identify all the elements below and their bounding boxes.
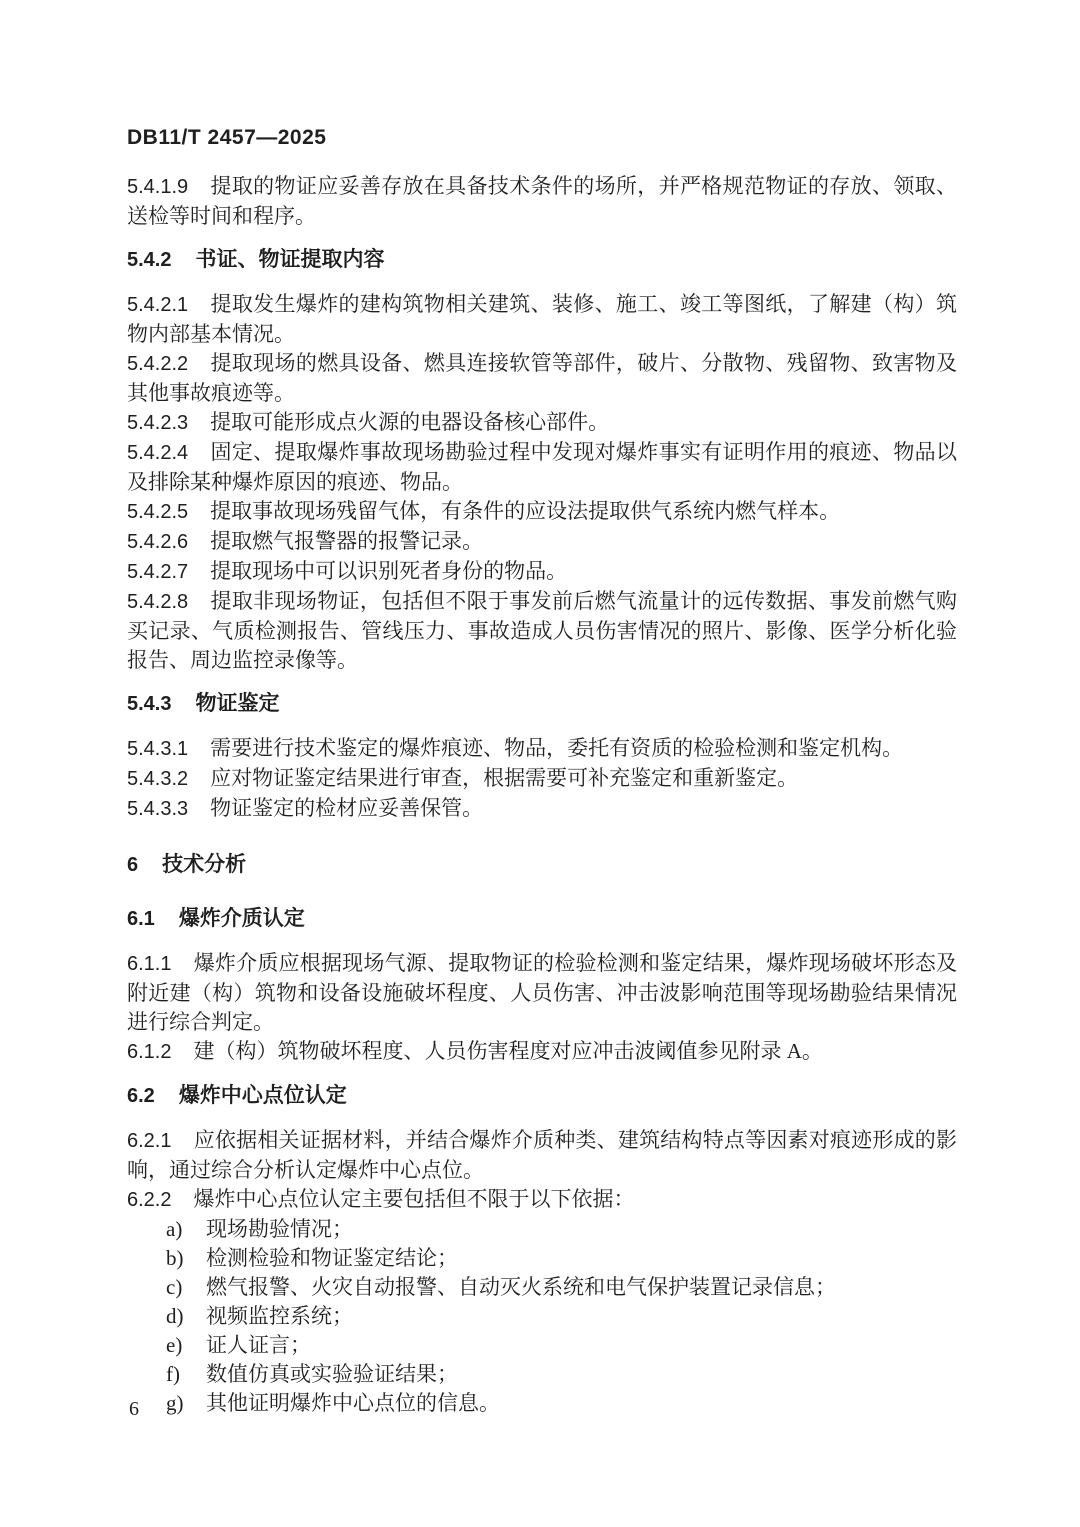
clause-number: 5.4.2.4	[127, 442, 189, 464]
clause-6.2.2	[127, 1185, 957, 1215]
clause-text: 提取现场的燃具设备、燃具连接软管等部件，破片、分散物、残留物、致害物及其他事故痕迹等。	[127, 351, 957, 405]
list-item-g	[127, 1389, 957, 1418]
clause-text: 提取的物证应妥善存放在具备技术条件的场所，并严格规范物证的存放、领取、送检等时间和程序。	[127, 174, 957, 228]
list-item-text: 证人证言；	[206, 1333, 311, 1357]
list-item-text: 现场勘验情况；	[206, 1217, 353, 1241]
heading-text: 爆炸中心点位认定	[178, 1084, 347, 1107]
clause-number: 5.4.2.7	[127, 561, 189, 583]
section-heading-6.2	[127, 1081, 957, 1111]
clause-5.4.2.3	[127, 408, 957, 438]
clause-number: 6.2.1	[127, 1130, 172, 1152]
clause-text: 提取事故现场残留气体，有条件的应设法提取供气系统内燃气样本。	[210, 499, 841, 523]
clause-text: 应对物证鉴定结果进行审查，根据需要可补充鉴定和重新鉴定。	[210, 766, 799, 790]
clause-text: 建（构）筑物破坏程度、人员伤害程度对应冲击波阈值参见附录 A。	[193, 1039, 823, 1063]
clause-text: 提取非现场物证，包括但不限于事发前后燃气流量计的远传数据、事发前燃气购买记录、气质检测报告、管线压力、事故造成人员伤害情况的照片、影像、医学分析化验报告、周边监控录像等。	[127, 589, 957, 672]
clause-5.4.3.1	[127, 734, 957, 764]
list-marker: d)	[166, 1304, 184, 1328]
page-number: 6	[129, 1398, 139, 1420]
clause-text: 提取发生爆炸的建构筑物相关建筑、装修、施工、竣工等图纸，了解建（构）筑物内部基本情况。	[127, 292, 957, 346]
clause-text: 提取现场中可以识别死者身份的物品。	[210, 559, 568, 583]
clause-number: 5.4.3.1	[127, 738, 189, 760]
clause-number: 5.4.3	[127, 693, 172, 715]
clause-text: 爆炸介质应根据现场气源、提取物证的检验检测和鉴定结果，爆炸现场破坏形态及附近建（构）筑物和设备设施破坏程度、人员伤害、冲击波影响范围等现场勘验结果情况进行综合判定。	[127, 951, 957, 1034]
section-heading-5.4.3	[127, 689, 957, 719]
heading-text: 物证鉴定	[195, 692, 280, 715]
clause-number: 5.4.2.1	[127, 294, 189, 316]
clause-5.4.2.7	[127, 557, 957, 587]
clause-6.1.2	[127, 1037, 957, 1067]
clause-5.4.2.5	[127, 497, 957, 527]
clause-5.4.2.8	[127, 587, 957, 675]
list-marker: b)	[166, 1246, 184, 1270]
clause-text: 应依据相关证据材料，并结合爆炸介质种类、建筑结构特点等因素对痕迹形成的影响，通过综合分析认定爆炸中心点位。	[127, 1128, 957, 1182]
clause-5.4.2.1	[127, 290, 957, 349]
clause-text: 提取可能形成点火源的电器设备核心部件。	[210, 410, 610, 434]
clause-5.4.2.4	[127, 438, 957, 497]
clause-number: 6.1	[127, 908, 155, 930]
chapter-heading-6	[127, 850, 957, 880]
clause-text: 爆炸中心点位认定主要包括但不限于以下依据：	[193, 1187, 635, 1211]
list-item-text: 检测检验和物证鉴定结论；	[206, 1246, 458, 1270]
list-item-c	[127, 1273, 957, 1302]
list-marker: f)	[166, 1362, 180, 1386]
clause-number: 6.1.1	[127, 953, 172, 975]
list-item-d	[127, 1302, 957, 1331]
clause-number: 5.4.2.5	[127, 501, 189, 523]
list-item-e	[127, 1331, 957, 1360]
list-item-text: 数值仿真或实验验证结果；	[206, 1362, 458, 1386]
clause-5.4.3.2	[127, 764, 957, 794]
list-marker: e)	[166, 1333, 183, 1357]
list-item-text: 燃气报警、火灾自动报警、自动灭火系统和电气保护装置记录信息；	[206, 1275, 836, 1299]
clause-number: 5.4.2	[127, 249, 172, 271]
clause-number: 6.1.2	[127, 1041, 172, 1063]
clause-6.1.1	[127, 949, 957, 1037]
clause-text: 固定、提取爆炸事故现场勘验过程中发现对爆炸事实有证明作用的痕迹、物品以及排除某种爆炸原因的痕迹、物品。	[127, 440, 957, 494]
document-code: DB11/T 2457—2025	[127, 126, 327, 149]
section-heading-6.1	[127, 904, 957, 934]
list-marker: g)	[166, 1391, 184, 1415]
clause-5.4.1.9	[127, 172, 957, 231]
clause-number: 5.4.2.3	[127, 412, 189, 434]
list-marker: c)	[166, 1275, 183, 1299]
clause-5.4.2.6	[127, 527, 957, 557]
heading-text: 爆炸介质认定	[178, 907, 305, 930]
heading-text: 书证、物证提取内容	[195, 248, 385, 271]
section-heading-5.4.2	[127, 245, 957, 275]
list-item-f	[127, 1360, 957, 1389]
clause-number: 5.4.2.8	[127, 591, 189, 613]
clause-5.4.3.3	[127, 794, 957, 824]
list-item-text: 其他证明爆炸中心点位的信息。	[206, 1391, 500, 1415]
list-item-b	[127, 1244, 957, 1273]
list-item-a	[127, 1215, 957, 1244]
clause-number: 5.4.3.2	[127, 768, 189, 790]
clause-text: 提取燃气报警器的报警记录。	[210, 529, 484, 553]
clause-number: 6.2	[127, 1085, 155, 1107]
clause-number: 5.4.3.3	[127, 798, 189, 820]
list-item-text: 视频监控系统；	[206, 1304, 353, 1328]
clause-number: 5.4.2.2	[127, 353, 189, 375]
clause-number: 5.4.2.6	[127, 531, 189, 553]
clause-5.4.2.2	[127, 349, 957, 408]
clause-number: 6.2.2	[127, 1189, 172, 1211]
heading-text: 技术分析	[162, 853, 247, 876]
clause-text: 需要进行技术鉴定的爆炸痕迹、物品，委托有资质的检验检测和鉴定机构。	[210, 736, 904, 760]
clause-text: 物证鉴定的检材应妥善保管。	[210, 796, 484, 820]
clause-6.2.1	[127, 1126, 957, 1185]
document-body	[127, 172, 957, 1418]
clause-number: 5.4.1.9	[127, 176, 189, 198]
list-marker: a)	[166, 1217, 183, 1241]
clause-number: 6	[127, 854, 139, 876]
